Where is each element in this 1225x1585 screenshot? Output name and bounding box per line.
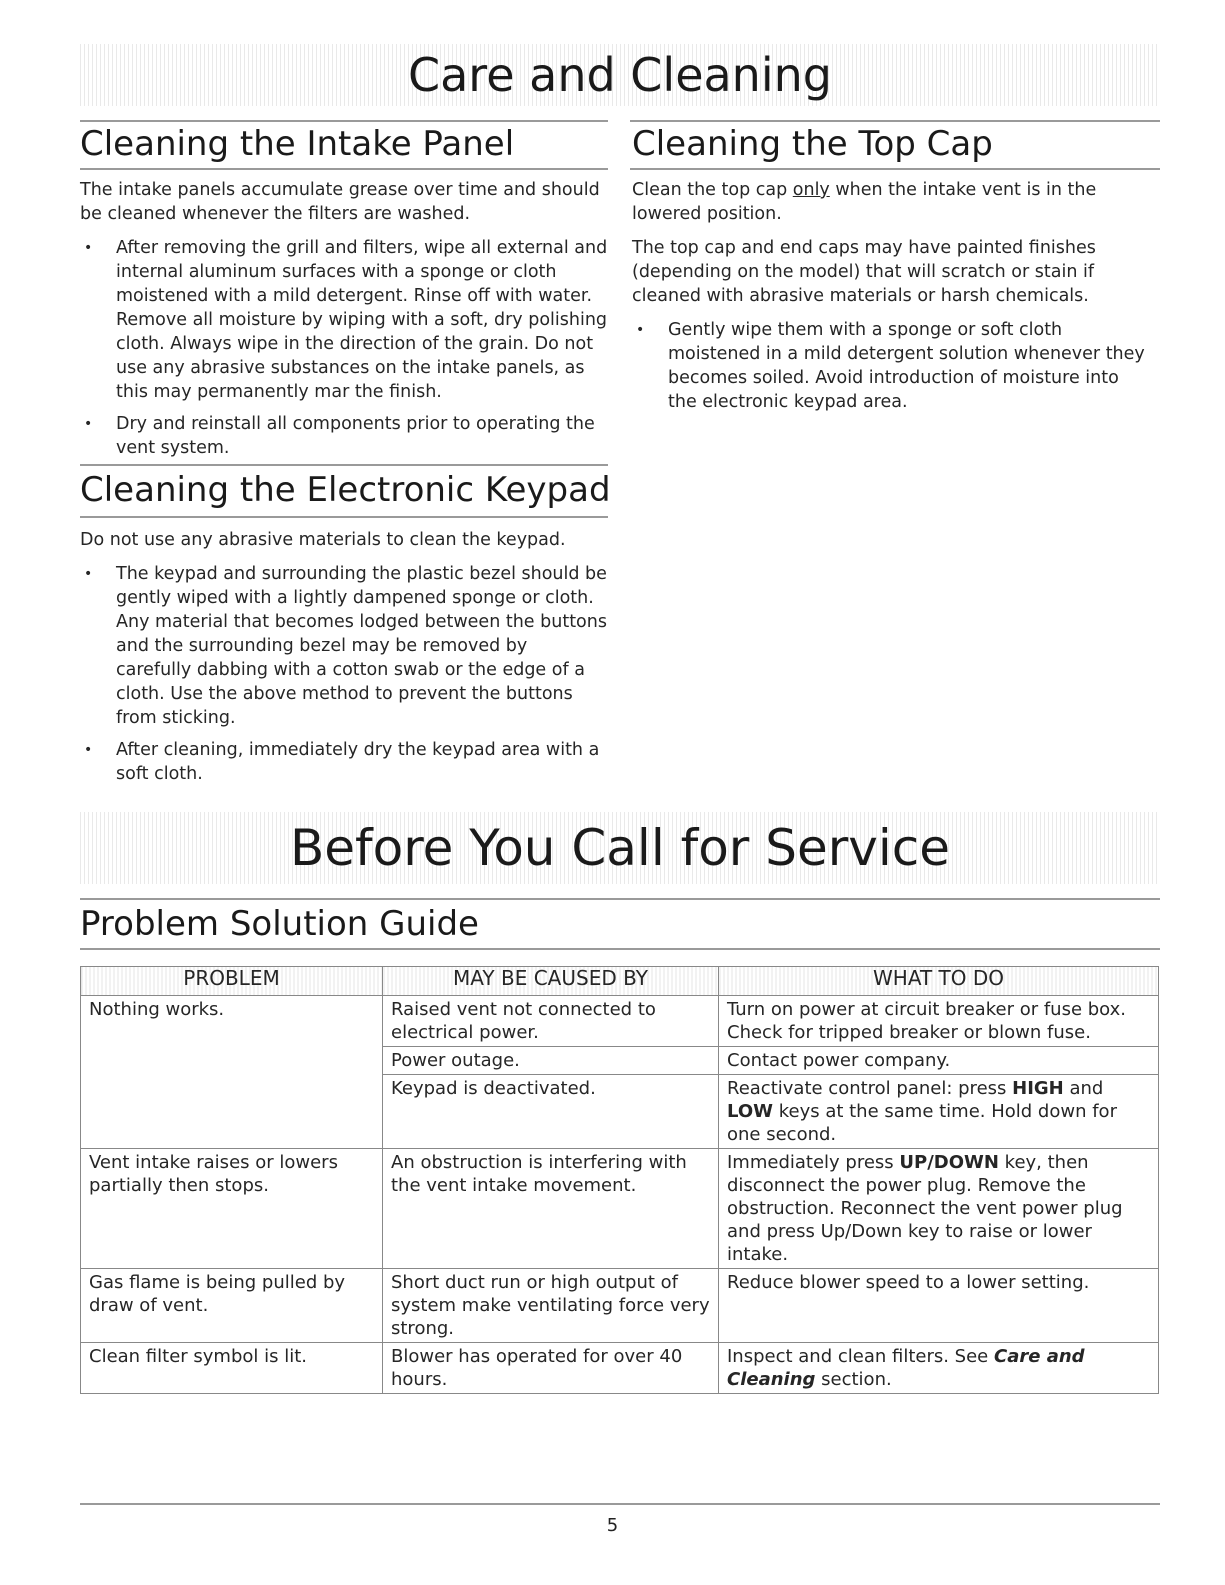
cause-cell: Raised vent not connected to electrical power. [383,996,719,1047]
before-you-call-banner: Before You Call for Service [80,812,1160,884]
todo-cell [719,1343,1159,1394]
column-header-todo: WHAT TO DO [719,967,1159,996]
divider [80,168,608,170]
topcap-section [632,178,1152,422]
todo-cell [719,1075,1159,1149]
keypad-intro: Do not use any abrasive materials to clean the keypad. [80,530,566,550]
list-item: • After cleaning, immediately dry the keypad area with a soft cloth. [80,738,608,786]
text-span: Reactivate control panel: press [727,1078,1013,1099]
divider [80,948,1160,950]
key-name: HIGH [1012,1078,1064,1099]
cause-cell: Blower has operated for over 40 hours. [383,1343,719,1394]
text-span: Clean the top cap [632,180,793,200]
table-row [81,1343,1159,1394]
text-span: section. [815,1369,892,1390]
cause-cell: Power outage. [383,1047,719,1075]
intake-heading: Cleaning the Intake Panel [80,124,515,164]
text-span: Inspect and clean filters. See [727,1346,994,1367]
column-header-problem: PROBLEM [81,967,383,996]
list-item: • The keypad and surrounding the plastic bezel should be gently wiped with a lightly dampened sponge or cloth. Any material that becomes lodged between the buttons and the surrounding bezel may be removed by carefully dabbing with a cotton swab or the edge of a cloth. Use the above method to prevent the buttons from sticking. [80,562,608,730]
table-row [81,1269,1159,1343]
text-span: keys at the same time. Hold down for one second. [727,1101,1117,1145]
cause-cell: An obstruction is interfering with the vent intake movement. [383,1149,719,1269]
list-item: • Dry and reinstall all components prior to operating the vent system. [80,412,608,460]
key-name: UP/DOWN [899,1152,999,1173]
todo-cell: Contact power company. [719,1047,1159,1075]
intake-intro: The intake panels accumulate grease over time and should be cleaned whenever the filters are washed. [80,180,600,224]
key-name: LOW [727,1101,773,1122]
emphasis-text: only [792,180,830,200]
divider [80,464,608,466]
guide-heading: Problem Solution Guide [80,904,479,944]
problem-cell: Vent intake raises or lowers partially then stops. [81,1149,383,1269]
cause-cell: Short duct run or high output of system make ventilating force very strong. [383,1269,719,1343]
text-span: when the intake vent is in the lowered position. [632,180,1097,224]
footer-divider [80,1503,1160,1505]
keypad-heading: Cleaning the Electronic Keypad [80,470,611,510]
section-reference: Care and Cleaning [727,1346,1085,1390]
table-row [81,996,1159,1047]
keypad-bullets [80,562,608,786]
topcap-bullets [632,318,1152,414]
problem-solution-table [80,966,1159,1394]
care-and-cleaning-banner: Care and Cleaning [80,44,1160,106]
column-header-cause: MAY BE CAUSED BY [383,967,719,996]
list-item: • Gently wipe them with a sponge or soft cloth moistened in a mild detergent solution whenever they becomes soiled. Avoid introduction of moisture into the electronic keypad area. [632,318,1152,414]
intake-section [80,178,608,468]
text-span: Immediately press [727,1152,900,1173]
text-span: and [1063,1078,1104,1099]
divider [80,516,608,518]
todo-cell [719,1149,1159,1269]
problem-cell: Clean filter symbol is lit. [81,1343,383,1394]
problem-cell: Gas flame is being pulled by draw of vent. [81,1269,383,1343]
topcap-heading: Cleaning the Top Cap [632,124,993,164]
table-row [81,1149,1159,1269]
problem-cell: Nothing works. [81,996,383,1149]
topcap-intro [632,178,1152,226]
intake-bullets [80,236,608,460]
list-item: • After removing the grill and filters, wipe all external and internal aluminum surfaces with a sponge or cloth moistened with a mild detergent. Rinse off with water. Remove all moisture by wiping with a soft, dry polishing cloth. Always wipe in the direction of the grain. Do not use any abrasive substances on the intake panels, as this may permanently mar the finish. [80,236,608,404]
table-header-row [81,967,1159,996]
topcap-paragraph: The top cap and end caps may have painted finishes (depending on the model) that will scratch or stain if cleaned with abrasive materials or harsh chemicals. [632,238,1096,306]
divider [630,168,1160,170]
keypad-section [80,528,608,794]
divider [80,898,1160,900]
text-span: key, then disconnect the power plug. Remove the obstruction. Reconnect the vent power plug and press Up/Down key to raise or lower intake. [727,1152,1123,1265]
cause-cell: Keypad is deactivated. [383,1075,719,1149]
page-number: 5 [606,1515,619,1536]
todo-cell: Turn on power at circuit breaker or fuse box. Check for tripped breaker or blown fuse. [719,996,1159,1047]
todo-cell: Reduce blower speed to a lower setting. [719,1269,1159,1343]
